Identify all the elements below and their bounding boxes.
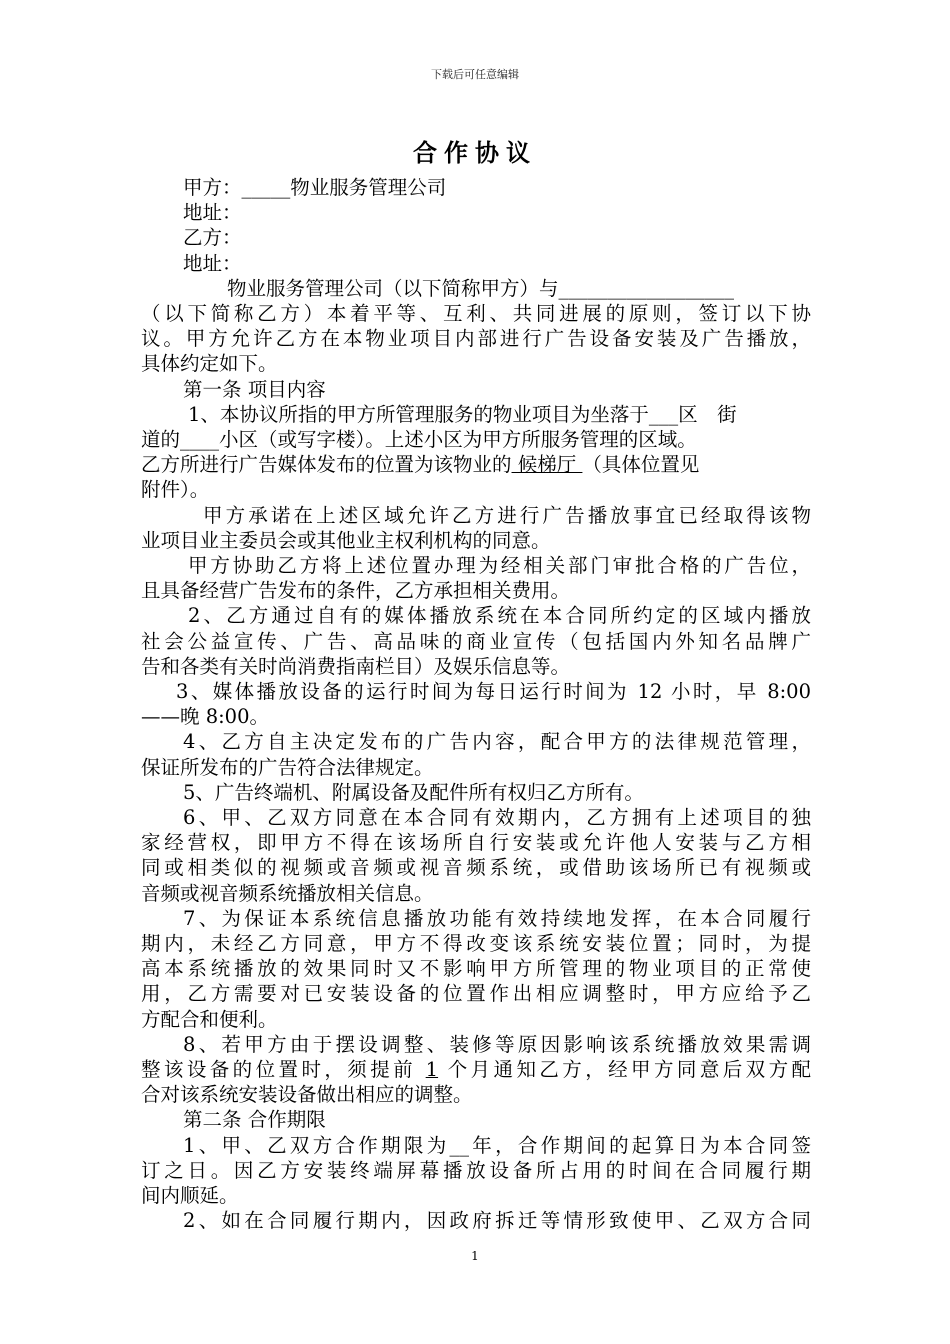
line-text: 第二条 合作期限 bbox=[183, 1108, 326, 1132]
line-text: 业项目业主委员会或其他业主权利机构的同意。 bbox=[141, 528, 551, 552]
line-text: 地址： bbox=[183, 251, 242, 275]
line-text: 方配合和便利。 bbox=[141, 1007, 278, 1031]
body-line bbox=[141, 780, 811, 805]
body-line bbox=[141, 200, 811, 225]
body-line bbox=[141, 553, 811, 578]
line-text: 乙方： bbox=[183, 226, 242, 250]
body-line bbox=[141, 855, 811, 880]
line-text: 8、若甲方由于摆设调整、装修等原因影响该系统播放效果需调 bbox=[183, 1032, 811, 1056]
body-line bbox=[141, 175, 811, 200]
body-line bbox=[141, 830, 811, 855]
line-text: 4、乙方自主决定发布的广告内容，配合甲方的法律规范管理， bbox=[183, 730, 811, 754]
body-line bbox=[141, 981, 811, 1006]
line-text: 7、为保证本系统信息播放功能有效持续地发挥，在本合同履行 bbox=[183, 906, 811, 930]
body-line bbox=[141, 1032, 811, 1057]
line-text: 2、乙方通过自有的媒体播放系统在本合同所约定的区域内播放 bbox=[188, 604, 811, 628]
body-line bbox=[141, 477, 811, 502]
body-line bbox=[141, 225, 811, 250]
line-text: 家经营权，即甲方不得在该场所自行安装或允许他人安装与乙方相 bbox=[141, 831, 811, 855]
line-text: 且具备经营广告发布的条件，乙方承担相关费用。 bbox=[141, 579, 571, 603]
line-text: 议。甲方允许乙方在本物业项目内部进行广告设备安装及广告播放， bbox=[141, 327, 811, 351]
line-text: 高本系统播放的效果同时又不影响甲方所管理的物业项目的正常使 bbox=[141, 957, 811, 981]
body-line bbox=[141, 1133, 811, 1158]
body-line bbox=[141, 956, 811, 981]
body-line bbox=[141, 351, 811, 376]
body-line bbox=[141, 402, 811, 427]
line-text: 第一条 项目内容 bbox=[183, 377, 326, 401]
line-text: 3、媒体播放设备的运行时间为每日运行时间为 12 小时，早 8:00 bbox=[176, 680, 811, 703]
line-text: 年，合作期间的起算日为本合同签 bbox=[469, 1133, 811, 1157]
header-note: 下载后可任意编辑 bbox=[431, 68, 519, 81]
underlined-field: ____ bbox=[180, 428, 220, 451]
body-line bbox=[141, 881, 811, 906]
line-text: 期内，未经乙方同意，甲方不得改变该系统安装位置；同时，为提 bbox=[141, 932, 811, 955]
body-line bbox=[141, 251, 811, 276]
line-text: 小区（或写字楼）。上述小区为甲方所服务管理的区域。 bbox=[219, 428, 697, 451]
body-line bbox=[141, 1158, 811, 1183]
line-text: 5、广告终端机、附属设备及配件所有权归乙方所有。 bbox=[183, 780, 644, 804]
underlined-field: 候梯厅 bbox=[511, 453, 583, 477]
underlined-field: _____ bbox=[241, 176, 291, 199]
line-text: 甲方承诺在上述区域允许乙方进行广告播放事宜已经取得该物 bbox=[203, 503, 811, 527]
line-text: 1、本协议所指的甲方所管理服务的物业项目为坐落于 bbox=[188, 402, 649, 426]
line-text: 告和各类有关时尚消费指南栏目）及娱乐信息等。 bbox=[141, 654, 571, 678]
line-text: __________________ bbox=[558, 276, 735, 300]
body-line bbox=[141, 603, 811, 628]
body-line bbox=[141, 452, 811, 477]
body-line bbox=[141, 679, 811, 704]
body-line bbox=[141, 1057, 811, 1082]
line-text: 附件）。 bbox=[141, 478, 210, 502]
line-text: 间内顺延。 bbox=[141, 1184, 239, 1207]
line-text: 合对该系统安装设备做出相应的调整。 bbox=[141, 1083, 473, 1107]
line-text: 乙方所进行广告媒体发布的位置为该物业的 bbox=[141, 453, 512, 477]
body-line bbox=[141, 1107, 811, 1132]
body-line bbox=[141, 931, 811, 956]
body-line bbox=[141, 704, 811, 729]
line-text: 2、如在合同履行期内，因政府拆迁等情形致使甲、乙双方合同 bbox=[183, 1209, 811, 1233]
body-line bbox=[141, 629, 811, 654]
body-line bbox=[141, 729, 811, 754]
body-line bbox=[141, 654, 811, 679]
body-line bbox=[141, 276, 811, 301]
line-text: 社会公益宣传、广告、高品味的商业宣传（包括国内外知名品牌广 bbox=[141, 629, 811, 653]
line-text: 个月通知乙方，经甲方同意后双方配 bbox=[438, 1058, 811, 1081]
underlined-field: 1 bbox=[425, 1058, 439, 1081]
line-text: 同或相类似的视频或音频或视音频系统，或借助该场所已有视频或 bbox=[141, 856, 811, 880]
line-text: 地址： bbox=[183, 201, 242, 225]
line-text: 音频或视音频系统播放相关信息。 bbox=[141, 881, 434, 905]
document-title: 合作协议 bbox=[413, 138, 537, 167]
body-line bbox=[141, 805, 811, 830]
underlined-field: __ bbox=[449, 1133, 469, 1157]
body-line bbox=[141, 755, 811, 780]
line-text: 保证所发布的广告符合法律规定。 bbox=[141, 755, 434, 779]
line-text: 具体约定如下。 bbox=[141, 352, 278, 376]
body-line bbox=[141, 326, 811, 351]
line-text: 6、甲、乙双方同意在本合同有效期内，乙方拥有上述项目的独 bbox=[183, 806, 811, 829]
body-line bbox=[141, 1082, 811, 1107]
line-text: （以下简称乙方）本着平等、互利、共同进展的原则，签订以下协 bbox=[141, 302, 811, 325]
body-line bbox=[141, 377, 811, 402]
body-line bbox=[141, 503, 811, 528]
line-text: ——晚 8:00。 bbox=[141, 705, 269, 729]
body-line bbox=[141, 1183, 811, 1208]
body-line bbox=[141, 528, 811, 553]
line-text: 甲方： bbox=[183, 176, 242, 199]
line-text: 订之日。因乙方安装终端屏幕播放设备所占用的时间在合同履行期 bbox=[141, 1158, 811, 1182]
page-number: 1 bbox=[471, 1249, 479, 1263]
body-line bbox=[141, 1208, 811, 1233]
body-line bbox=[141, 301, 811, 326]
line-text: （具体位置见 bbox=[582, 453, 700, 477]
body-line bbox=[141, 1007, 811, 1032]
line-text: 区 街 bbox=[678, 402, 737, 426]
line-text: 用，乙方需要对已安装设备的位置作出相应调整时，甲方应给予乙 bbox=[141, 982, 811, 1006]
body-line bbox=[141, 906, 811, 931]
line-text: 物业服务管理公司（以下简称甲方）与 bbox=[227, 276, 559, 300]
body-line bbox=[141, 578, 811, 603]
line-text: 物业服务管理公司 bbox=[290, 176, 447, 199]
underlined-field: ___ bbox=[648, 402, 679, 426]
line-text: 道的 bbox=[141, 428, 181, 451]
body-line bbox=[141, 427, 811, 452]
line-text: 1、甲、乙双方合作期限为 bbox=[183, 1133, 450, 1157]
line-text: 甲方协助乙方将上述位置办理为经相关部门审批合格的广告位， bbox=[188, 554, 811, 577]
line-text: 整该设备的位置时，须提前 bbox=[141, 1058, 426, 1081]
